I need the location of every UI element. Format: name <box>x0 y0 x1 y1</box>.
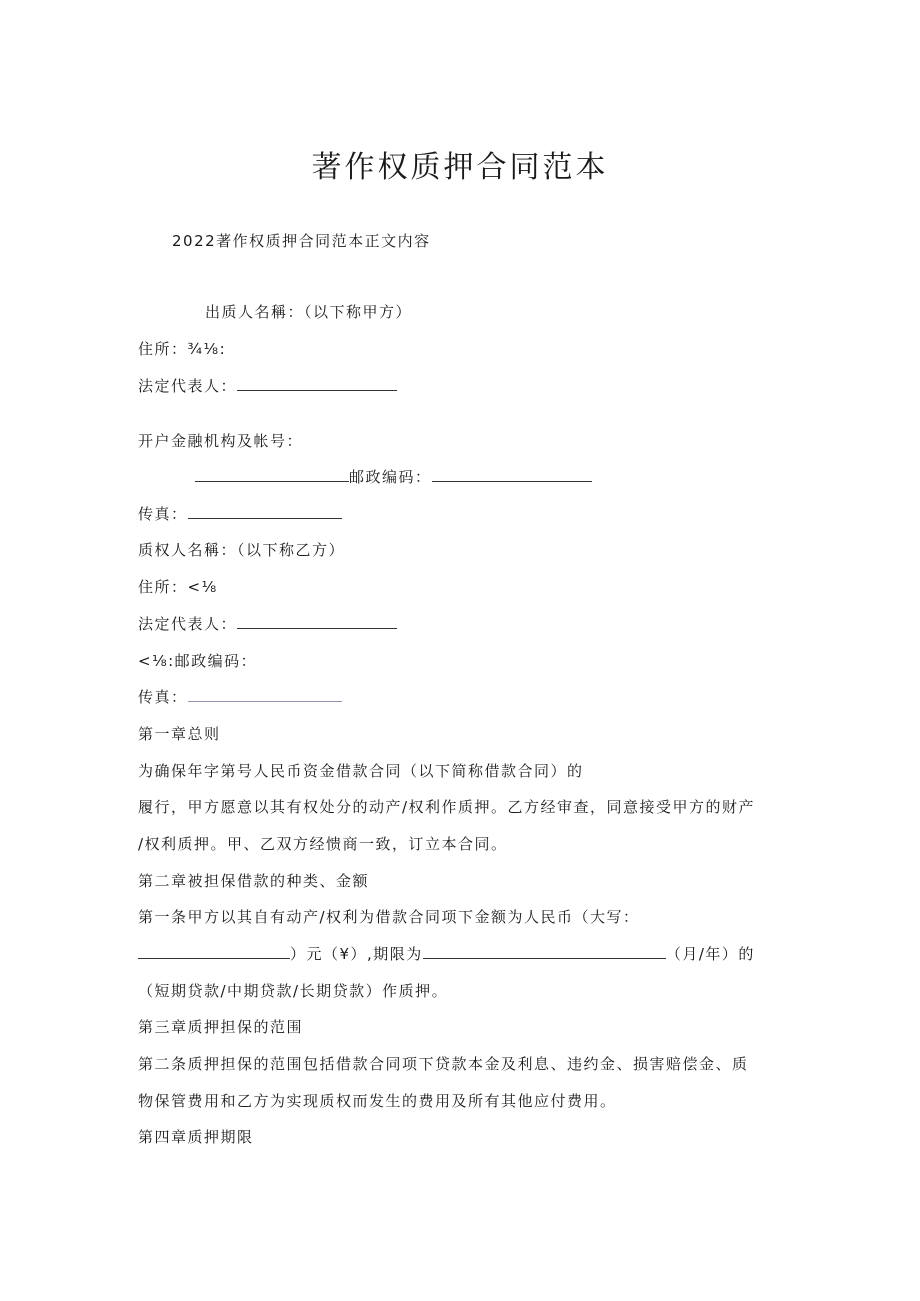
pledgee-fax-row <box>138 687 342 707</box>
pledgee-rep-label: 法定代表人： <box>138 615 238 633</box>
article-1-term-text: （月/年）的 <box>665 945 755 963</box>
pledgee-rep-blank <box>237 614 397 629</box>
chapter-1-para-line-2: 履行，甲方愿意以其有权处分的动产/权利作质押。乙方经审查，同意接受甲方的财产 <box>138 798 756 816</box>
article-1-amount-text: ）元（¥）,期限为 <box>290 945 423 963</box>
pledgee-name: 质权人名稱：（以下称乙方） <box>138 541 346 559</box>
pledgee-postcode: <⅛:邮政编码： <box>138 652 258 670</box>
pledgor-bank: 开户金融机构及帐号： <box>138 432 304 450</box>
pledgor-rep-label: 法定代表人： <box>138 377 238 395</box>
pledgor-postcode-label: 邮政编码： <box>349 468 432 486</box>
article-2-line-1: 第二条质押担保的范围包括借款合同项下贷款本金及利息、违约金、损害赔偿金、质 <box>138 1055 749 1073</box>
document-title: 著作权质押合同范本 <box>311 150 609 185</box>
chapter-1-para-line-1: 为确保年字第号人民币资金借款合同（以下简称借款合同）的 <box>138 762 584 780</box>
pledgor-rep-blank <box>237 376 397 391</box>
chapter-1-para-line-3: /权利质押。甲、乙双方经愦商一致，订立本合同。 <box>138 835 508 853</box>
article-2-line-2: 物保管费用和乙方为实现质权而发生的费用及所有其他应付费用。 <box>138 1092 617 1110</box>
chapter-2-heading: 第二章被担保借款的种类、金额 <box>138 872 370 890</box>
pledgor-address: 住所：¾⅛: <box>138 340 227 358</box>
pledgee-address: 住所：<⅛ <box>138 578 218 596</box>
pledgor-postcode-blank <box>432 467 592 482</box>
chapter-4-heading: 第四章质押期限 <box>138 1128 254 1146</box>
pledgee-rep-row <box>138 614 397 634</box>
chapter-1-heading: 第一章总则 <box>138 725 221 743</box>
article-1-line-2 <box>138 944 755 964</box>
pledgor-bank-blank <box>195 467 349 482</box>
amount-blank <box>138 944 290 959</box>
pledgee-fax-blank <box>188 687 342 702</box>
pledgor-fax-blank <box>188 504 342 519</box>
pledgor-fax-label: 传真： <box>138 505 188 523</box>
pledgor-rep-row <box>138 376 397 396</box>
article-1-line-1: 第一条甲方以其自有动产/权利为借款合同项下金额为人民币（大写： <box>138 908 640 926</box>
chapter-3-heading: 第三章质押担保的范围 <box>138 1018 304 1036</box>
pledgor-postcode-row <box>195 467 592 487</box>
pledgee-fax-label: 传真： <box>138 688 188 706</box>
pledgor-name: 出质人名稱：（以下称甲方） <box>205 303 413 321</box>
document-subtitle: 2022著作权质押合同范本正文内容 <box>172 232 431 250</box>
term-blank <box>423 944 666 959</box>
pledgor-fax-row <box>138 504 342 524</box>
article-1-line-3: （短期贷款/中期贷款/长期贷款）作质押。 <box>138 982 449 1000</box>
